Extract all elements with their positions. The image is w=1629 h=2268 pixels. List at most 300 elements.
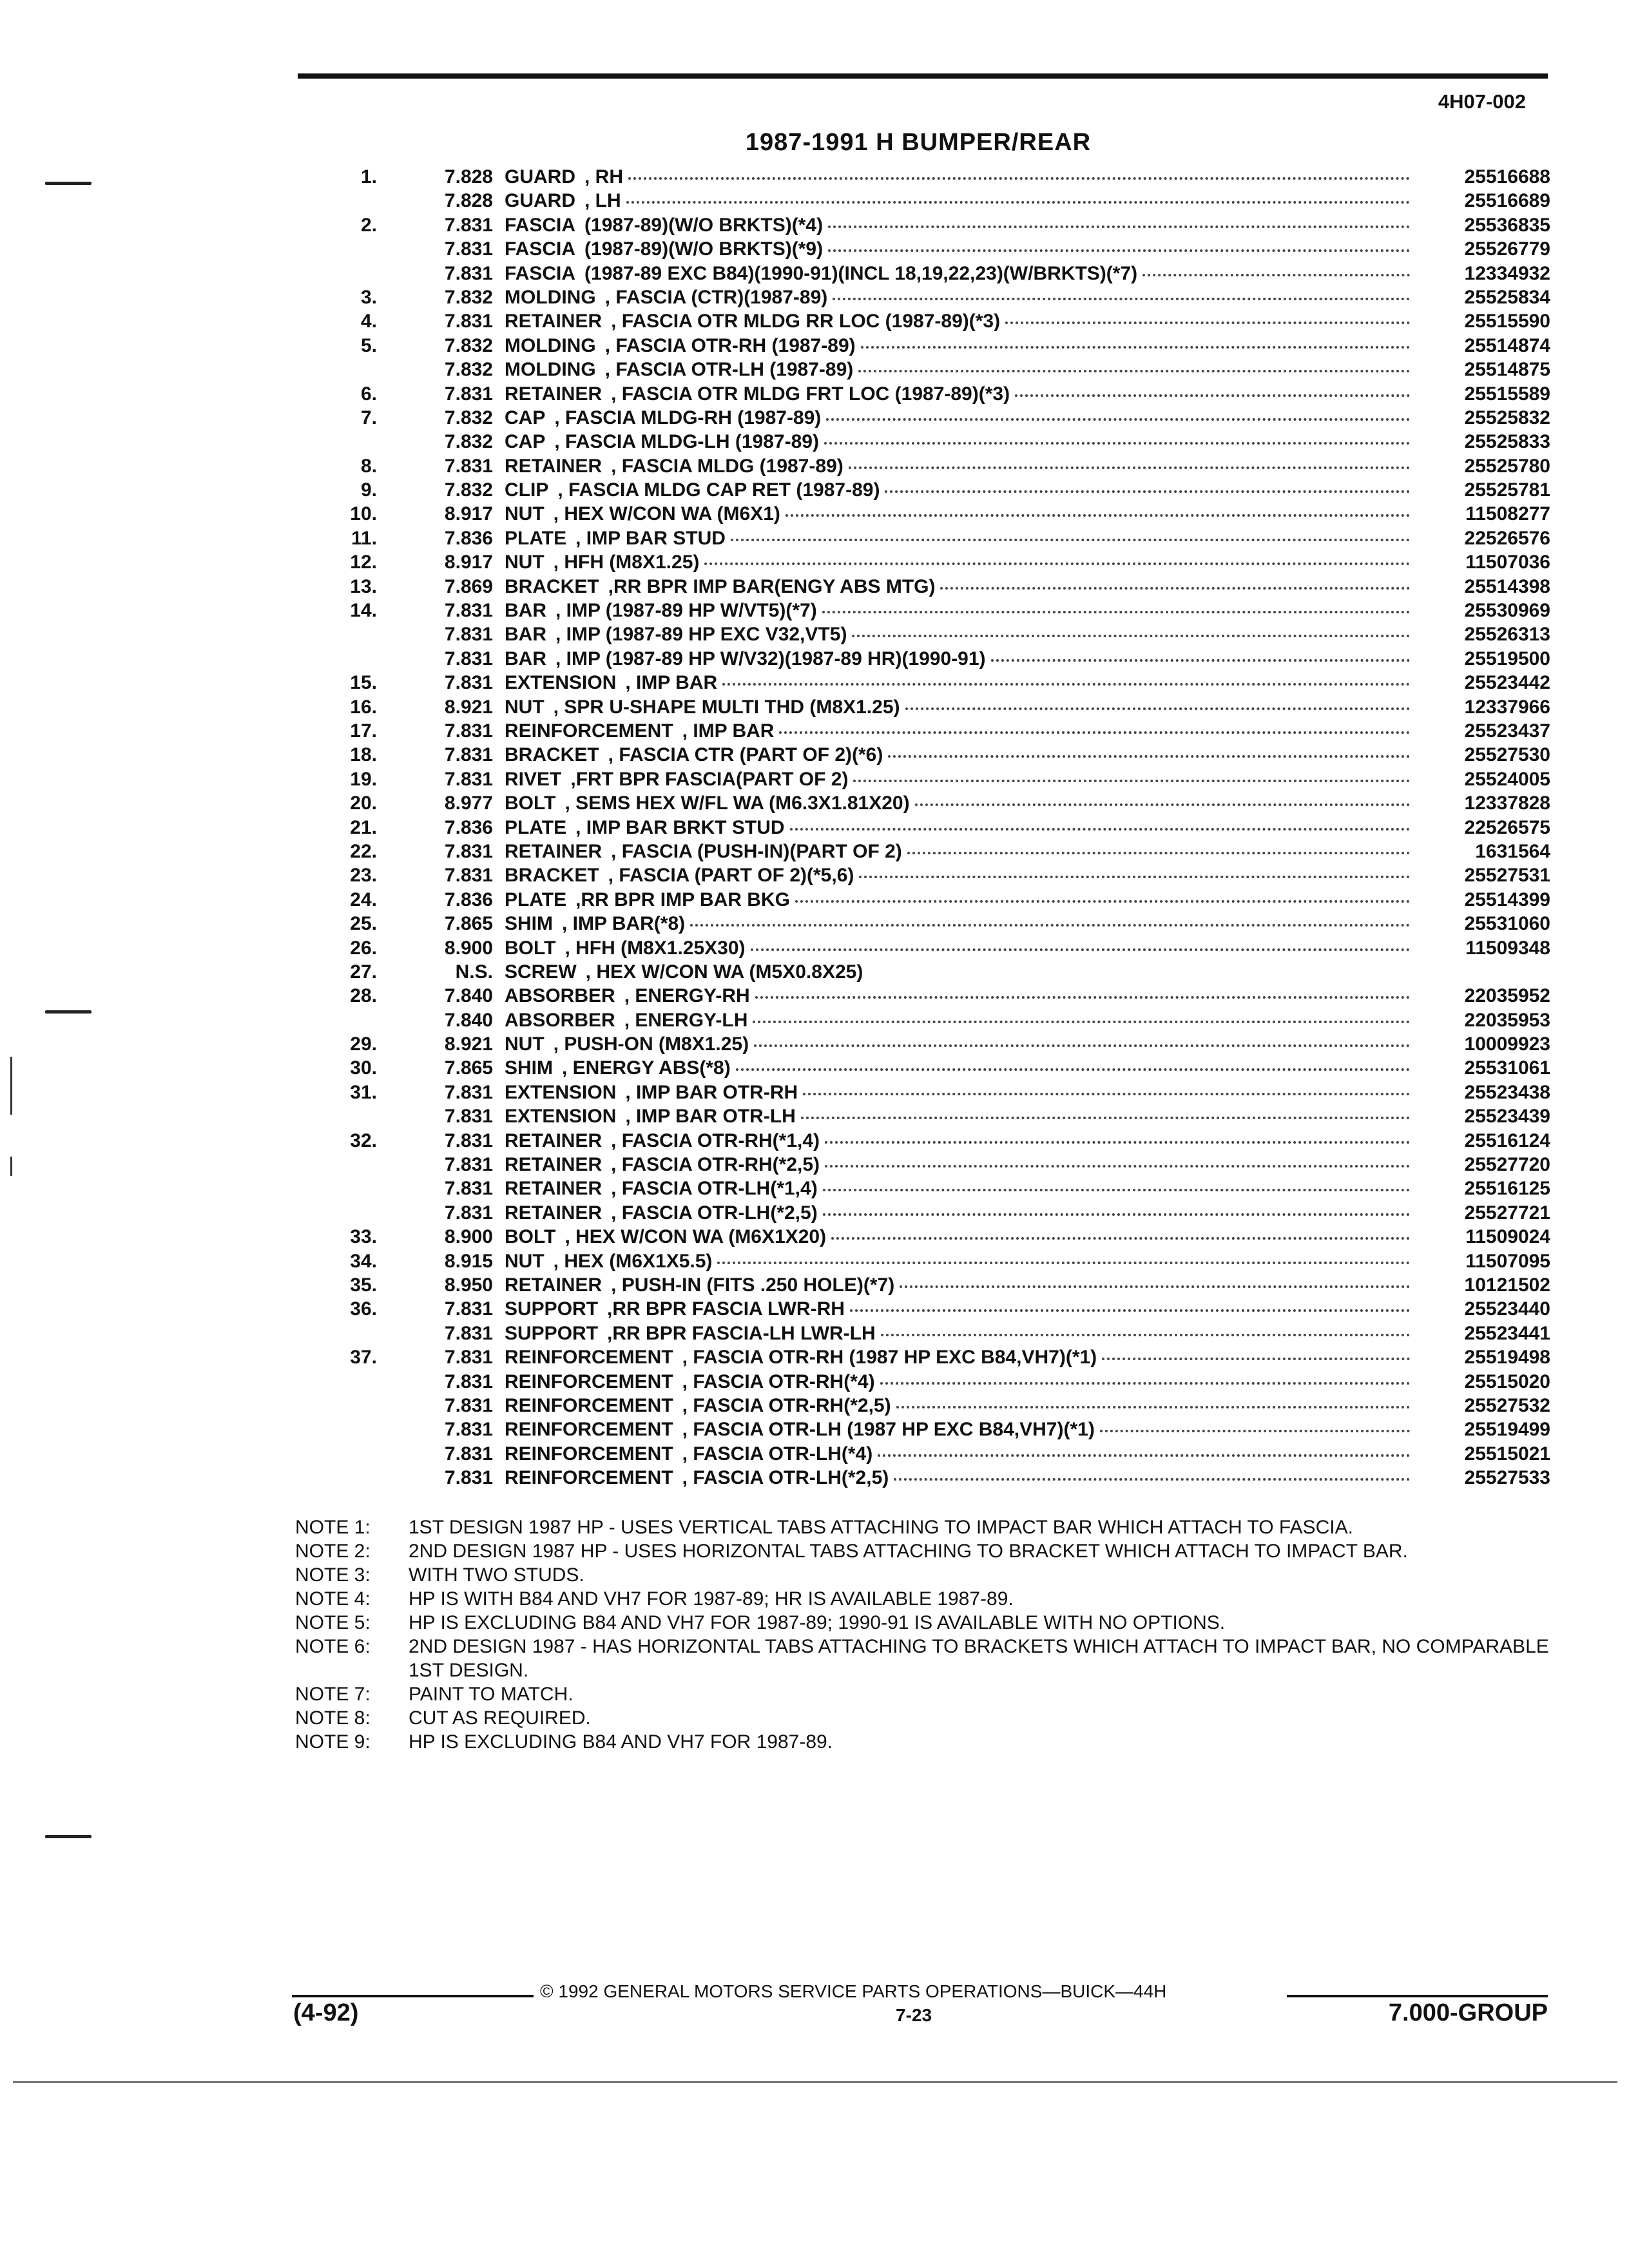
group-number: 7.832 [444, 286, 493, 308]
group-number: 7.831 [444, 840, 493, 862]
part-description [505, 1395, 1415, 1417]
dot-leader [754, 1044, 1410, 1047]
part-description [505, 503, 1415, 525]
top-rule [298, 73, 1548, 79]
part-number: 22035953 [1464, 1009, 1550, 1031]
part-spec: , HEX W/CON WA (M6X1X20) [564, 1226, 827, 1248]
group-number: 7.831 [444, 744, 493, 766]
part-name: BOLT [505, 1226, 556, 1248]
note-text: 2ND DESIGN 1987 - HAS HORIZONTAL TABS ATTACHING TO BRACKETS WHICH ATTACH TO IMPACT BAR, NO COMPARABLE 1ST DESIGN. [409, 1636, 1549, 1681]
page-title: 1987-1991 H BUMPER/REAR [745, 129, 1092, 156]
part-name: EXTENSION [505, 672, 617, 694]
footer-rule-right [1287, 1995, 1548, 1997]
item-number: 22. [350, 840, 377, 862]
part-row [284, 431, 1550, 455]
part-spec: (1987-89)(W/O BRKTS)(*9) [584, 238, 824, 260]
group-number: 7.840 [444, 985, 493, 1007]
part-number: 25523442 [1464, 672, 1550, 694]
part-spec: , IMP BAR STUD [575, 527, 726, 549]
dot-leader [825, 1141, 1410, 1144]
part-row [284, 456, 1550, 479]
part-description [505, 431, 1415, 453]
part-number: 25527530 [1464, 744, 1550, 766]
parts-list [284, 166, 1550, 1491]
part-name: SHIM [505, 913, 553, 935]
note-text: WITH TWO STUDS. [409, 1564, 584, 1586]
part-name: PLATE [505, 816, 567, 838]
part-number: 25515590 [1464, 311, 1550, 332]
part-number: 25519500 [1464, 648, 1550, 669]
dot-leader [824, 442, 1410, 445]
part-spec: , FASCIA OTR-RH(*4) [682, 1370, 875, 1392]
part-description [505, 985, 1415, 1007]
part-description [505, 1443, 1415, 1465]
part-row [284, 720, 1550, 744]
note-text: HP IS EXCLUDING B84 AND VH7 FOR 1987-89; 1990-91 IS AVAILABLE WITH NO OPTIONS. [409, 1612, 1226, 1633]
dot-leader [803, 1093, 1410, 1095]
group-number: 7.840 [444, 1009, 493, 1031]
item-number: 3. [360, 286, 377, 308]
part-spec: , HEX W/CON WA (M6X1) [553, 503, 780, 525]
part-description [505, 166, 1415, 188]
dot-leader [852, 635, 1410, 637]
dot-leader [831, 1237, 1410, 1240]
part-name: GUARD [505, 190, 575, 212]
group-number: 7.831 [444, 455, 493, 477]
note-item [295, 1706, 1552, 1730]
note-label: NOTE 8: [295, 1707, 371, 1729]
group-number: 7.832 [444, 431, 493, 453]
part-number: 25523437 [1464, 720, 1550, 742]
part-name: PLATE [505, 527, 567, 549]
part-row [284, 648, 1550, 672]
item-number: 14. [350, 600, 377, 622]
part-number: 25527532 [1464, 1394, 1550, 1416]
group-number: 7.831 [444, 648, 493, 669]
note-item [295, 1587, 1552, 1611]
group-number: 7.831 [444, 311, 493, 332]
part-description [505, 744, 1415, 766]
group-number: 7.832 [444, 479, 493, 501]
note-item [295, 1515, 1552, 1539]
part-row [284, 1323, 1550, 1347]
part-row [284, 961, 1550, 985]
part-number: 25523438 [1464, 1081, 1550, 1103]
part-number: 25525833 [1464, 431, 1550, 453]
part-description [505, 383, 1415, 405]
part-row [284, 985, 1550, 1009]
item-number: 35. [350, 1274, 377, 1296]
group-number: 7.831 [444, 1081, 493, 1103]
part-name: RETAINER [505, 311, 602, 332]
part-name: RETAINER [505, 1202, 602, 1224]
group-number: 8.900 [444, 937, 493, 959]
part-description [505, 600, 1415, 622]
item-number: 32. [350, 1129, 377, 1151]
item-number: 16. [350, 696, 377, 718]
part-description [505, 576, 1415, 598]
punch-mark [45, 182, 92, 185]
part-spec: , FASCIA OTR-LH(*4) [682, 1443, 873, 1465]
part-description [505, 1057, 1415, 1079]
part-description [505, 1082, 1415, 1104]
part-row [284, 1033, 1550, 1057]
group-number: 8.977 [444, 793, 493, 814]
part-number: 22526576 [1464, 527, 1550, 549]
part-number: 25523441 [1464, 1322, 1550, 1344]
part-number: 25526313 [1464, 624, 1550, 646]
part-name: RIVET [505, 768, 562, 790]
part-number: 10121502 [1464, 1274, 1550, 1296]
note-label: NOTE 1: [295, 1517, 371, 1538]
part-row [284, 889, 1550, 913]
group-number: 7.831 [444, 1322, 493, 1344]
part-name: CLIP [505, 479, 549, 501]
item-number: 4. [360, 311, 377, 332]
group-number: 7.865 [444, 1057, 493, 1079]
part-spec: , FASCIA OTR-RH(*1,4) [611, 1129, 820, 1151]
item-number: 12. [350, 552, 377, 573]
part-description [505, 648, 1415, 670]
part-spec: , IMP BAR OTR-RH [625, 1081, 798, 1103]
dot-leader [751, 948, 1410, 951]
part-spec: , FASCIA OTR-RH (1987 HP EXC B84,VH7)(*1) [682, 1347, 1097, 1369]
part-spec: , IMP BAR BRKT STUD [575, 816, 785, 838]
part-spec: (1987-89)(W/O BRKTS)(*4) [584, 214, 824, 236]
part-number: 22526575 [1464, 816, 1550, 838]
part-number: 12334932 [1464, 262, 1550, 284]
dot-leader [1015, 394, 1410, 397]
dot-leader [888, 755, 1410, 758]
note-label: NOTE 6: [295, 1636, 371, 1657]
part-name: REINFORCEMENT [505, 720, 673, 742]
part-spec: ,FRT BPR FASCIA(PART OF 2) [570, 768, 849, 790]
part-description [505, 1154, 1415, 1176]
part-name: FASCIA [505, 238, 576, 260]
part-description [505, 817, 1415, 839]
group-number: 7.831 [444, 720, 493, 742]
dot-leader [1102, 1358, 1410, 1360]
part-description [505, 624, 1415, 646]
part-spec: , IMP (1987-89 HP W/VT5)(*7) [555, 600, 817, 622]
part-number: 25516125 [1464, 1178, 1550, 1200]
part-name: RETAINER [505, 1129, 602, 1151]
part-row [284, 1467, 1550, 1491]
dot-leader [628, 177, 1410, 180]
item-number: 9. [360, 479, 377, 501]
scan-mark [10, 1157, 12, 1176]
group-number: 8.917 [444, 552, 493, 573]
item-number: 30. [350, 1057, 377, 1079]
part-number: 25519498 [1464, 1347, 1550, 1369]
part-row [284, 1154, 1550, 1178]
dot-leader [823, 1189, 1410, 1191]
dot-leader [861, 346, 1410, 349]
part-number: 11509348 [1465, 937, 1550, 959]
part-number: 25527531 [1464, 865, 1550, 887]
part-name: NUT [505, 1033, 545, 1055]
part-name: BOLT [505, 793, 556, 814]
dot-leader [850, 1309, 1410, 1312]
part-number: 25516689 [1464, 190, 1550, 212]
part-spec: , FASCIA OTR MLDG FRT LOC (1987-89)(*3) [611, 383, 1010, 405]
part-spec: , FASCIA OTR-RH(*2,5) [682, 1394, 891, 1416]
part-row [284, 1298, 1550, 1322]
group-number: 7.831 [444, 1178, 493, 1200]
part-row [284, 238, 1550, 262]
part-row [284, 359, 1550, 383]
part-number: 25525832 [1464, 407, 1550, 428]
part-row [284, 215, 1550, 238]
part-description [505, 1010, 1415, 1032]
dot-leader [626, 201, 1410, 204]
note-text: PAINT TO MATCH. [409, 1684, 574, 1705]
group-number: 7.836 [444, 889, 493, 910]
part-name: NUT [505, 696, 545, 718]
part-row [284, 865, 1550, 889]
dot-leader [704, 562, 1410, 565]
part-number: 25525834 [1464, 286, 1550, 308]
part-spec: ,RR BPR IMP BAR(ENGY ABS MTG) [608, 575, 936, 597]
part-name: REINFORCEMENT [505, 1347, 673, 1369]
dot-leader [858, 370, 1410, 372]
part-name: RETAINER [505, 1154, 602, 1176]
part-row [284, 287, 1550, 311]
group-number: 7.831 [444, 1394, 493, 1416]
part-description [505, 215, 1415, 236]
part-row [284, 576, 1550, 600]
part-description [505, 456, 1415, 477]
part-row [284, 1371, 1550, 1395]
note-label: NOTE 7: [295, 1684, 371, 1705]
group-number: 7.831 [444, 1347, 493, 1369]
part-row [284, 407, 1550, 431]
part-row [284, 817, 1550, 841]
part-number: 10009923 [1464, 1033, 1550, 1055]
part-number: 25514399 [1464, 889, 1550, 910]
part-name: EXTENSION [505, 1106, 617, 1128]
part-name: REINFORCEMENT [505, 1467, 673, 1489]
part-name: BAR [505, 648, 546, 669]
part-spec: , FASCIA OTR-LH(*1,4) [611, 1178, 818, 1200]
part-row [284, 528, 1550, 552]
dot-leader [736, 1068, 1410, 1071]
part-name: REINFORCEMENT [505, 1394, 673, 1416]
part-spec: , ENERGY-LH [624, 1009, 748, 1031]
item-number: 11. [351, 527, 377, 549]
item-number: 17. [350, 720, 377, 742]
part-spec: , HEX W/CON WA (M5X0.8X25) [585, 961, 863, 983]
part-number: 25527533 [1464, 1467, 1550, 1489]
part-description [505, 311, 1415, 332]
part-name: SUPPORT [505, 1298, 599, 1320]
part-name: PLATE [505, 889, 567, 910]
part-spec: , ENERGY-RH [624, 985, 750, 1007]
item-number: 19. [350, 768, 377, 790]
part-spec: , FASCIA OTR-LH (1987-89) [604, 359, 854, 381]
group-number: 7.831 [444, 865, 493, 887]
part-spec: , FASCIA OTR-LH(*2,5) [682, 1467, 889, 1489]
part-spec: , FASCIA CTR (PART OF 2)(*6) [608, 744, 883, 766]
part-number: 25526779 [1464, 238, 1550, 260]
part-name: NUT [505, 552, 545, 573]
note-item [295, 1730, 1552, 1754]
item-number: 25. [350, 913, 377, 935]
group-number: 7.831 [444, 768, 493, 790]
dot-leader [828, 226, 1410, 228]
dot-leader [881, 1334, 1410, 1336]
part-row [284, 1419, 1550, 1443]
part-name: RETAINER [505, 840, 602, 862]
group-number: 7.831 [444, 1129, 493, 1151]
part-row [284, 769, 1550, 793]
part-description [505, 1274, 1415, 1296]
note-text: HP IS WITH B84 AND VH7 FOR 1987-89; HR IS AVAILABLE 1987-89. [409, 1588, 1014, 1610]
dot-leader [1005, 322, 1410, 324]
part-row [284, 697, 1550, 720]
part-description [505, 263, 1415, 285]
part-description [505, 1226, 1415, 1248]
part-spec: , FASCIA OTR-RH(*2,5) [611, 1154, 820, 1176]
part-description [505, 479, 1415, 501]
group-number: 8.950 [444, 1274, 493, 1296]
part-number: 1631564 [1475, 840, 1550, 862]
part-spec: , HEX (M6X1X5.5) [553, 1250, 713, 1272]
part-number: 25536835 [1464, 214, 1550, 236]
part-number: 12337966 [1464, 696, 1550, 718]
part-name: REINFORCEMENT [505, 1419, 673, 1441]
group-number: 7.831 [444, 600, 493, 622]
part-name: BOLT [505, 937, 556, 959]
item-number: 36. [350, 1298, 377, 1320]
part-spec: , SPR U-SHAPE MULTI THD (M8X1.25) [553, 696, 900, 718]
part-name: REINFORCEMENT [505, 1370, 673, 1392]
item-number: 31. [350, 1081, 377, 1103]
group-number: 7.831 [444, 624, 493, 646]
part-spec: ,RR BPR FASCIA LWR-RH [607, 1298, 845, 1320]
dot-leader [801, 1117, 1410, 1119]
part-number: 25525780 [1464, 455, 1550, 477]
dot-leader [826, 418, 1410, 421]
dot-leader [1142, 274, 1410, 276]
item-number: 23. [350, 865, 377, 887]
group-number: 7.831 [444, 238, 493, 260]
part-number: 25524005 [1464, 768, 1550, 790]
part-number: 25527721 [1464, 1202, 1550, 1224]
part-name: BAR [505, 624, 546, 646]
dot-leader [825, 1165, 1410, 1168]
part-name: EXTENSION [505, 1081, 617, 1103]
dot-leader [731, 539, 1410, 541]
copyright-text: © 1992 GENERAL MOTORS SERVICE PARTS OPERATIONS—BUICK—44H [540, 1981, 1167, 2001]
part-spec: , FASCIA (PART OF 2)(*5,6) [608, 865, 854, 887]
scan-mark [10, 1057, 12, 1115]
part-name: CAP [505, 407, 546, 428]
part-number: 25514874 [1464, 334, 1550, 356]
part-description [505, 865, 1415, 887]
part-description [505, 1106, 1415, 1128]
part-spec: , LH [584, 190, 621, 212]
part-name: BAR [505, 600, 546, 622]
part-row [284, 1057, 1550, 1081]
group-number: 7.831 [444, 1106, 493, 1128]
part-description [505, 1130, 1415, 1152]
part-spec: , ENERGY ABS(*8) [562, 1057, 731, 1079]
part-spec: , IMP BAR OTR-LH [625, 1106, 796, 1128]
part-spec: , IMP (1987-89 HP W/V32)(1987-89 HR)(1990-91) [555, 648, 986, 669]
part-row [284, 744, 1550, 768]
part-description [505, 937, 1415, 959]
part-description [505, 1178, 1415, 1200]
part-number: 25527720 [1464, 1154, 1550, 1176]
part-row [284, 166, 1550, 190]
part-spec: , RH [584, 166, 623, 187]
group-number: 8.917 [444, 503, 493, 525]
note-label: NOTE 4: [295, 1588, 371, 1610]
item-number: 15. [350, 672, 377, 694]
part-description [505, 528, 1415, 550]
dot-leader [915, 803, 1410, 806]
part-spec: , PUSH-ON (M8X1.25) [553, 1033, 749, 1055]
group-number: 7.828 [444, 190, 493, 212]
note-text: HP IS EXCLUDING B84 AND VH7 FOR 1987-89. [409, 1731, 833, 1753]
part-description [505, 1298, 1415, 1320]
item-number: 37. [350, 1347, 377, 1369]
item-number: 18. [350, 744, 377, 766]
punch-mark [45, 1010, 92, 1014]
part-row [284, 672, 1550, 696]
group-number: 7.831 [444, 1443, 493, 1465]
group-number: 7.836 [444, 816, 493, 838]
part-number: 11509024 [1465, 1226, 1550, 1248]
part-name: ABSORBER [505, 1009, 615, 1031]
group-number: 7.831 [444, 1467, 493, 1489]
part-name: RETAINER [505, 383, 602, 405]
part-name: BRACKET [505, 744, 599, 766]
note-item [295, 1539, 1552, 1563]
item-number: 26. [350, 937, 377, 959]
part-number: 25531061 [1464, 1057, 1550, 1079]
part-name: BRACKET [505, 865, 599, 887]
part-spec: , HFH (M8X1.25X30) [564, 937, 746, 959]
part-number: 25514875 [1464, 359, 1550, 381]
part-spec: , FASCIA MLDG CAP RET (1987-89) [557, 479, 880, 501]
part-description [505, 793, 1415, 814]
part-spec: (1987-89 EXC B84)(1990-91)(INCL 18,19,22,23)(W/BRKTS)(*7) [584, 262, 1138, 284]
part-spec: , FASCIA (CTR)(1987-89) [604, 286, 828, 308]
part-description [505, 1467, 1415, 1489]
group-number: 7.831 [444, 214, 493, 236]
part-spec: , FASCIA OTR MLDG RR LOC (1987-89)(*3) [611, 311, 1001, 332]
part-row [284, 1226, 1550, 1250]
part-number: 25516688 [1464, 166, 1550, 187]
group-number: 7.831 [444, 1370, 493, 1392]
part-row [284, 1178, 1550, 1202]
group-number: 7.831 [444, 1202, 493, 1224]
part-number: 25531060 [1464, 913, 1550, 935]
part-number: 11507095 [1465, 1250, 1550, 1272]
part-row [284, 335, 1550, 359]
part-row [284, 503, 1550, 527]
note-label: NOTE 2: [295, 1541, 371, 1562]
group-number: 7.832 [444, 334, 493, 356]
part-spec: , FASCIA OTR-LH (1987 HP EXC B84,VH7)(*1) [682, 1419, 1095, 1441]
group-number: 7.865 [444, 913, 493, 935]
note-label: NOTE 9: [295, 1731, 371, 1753]
part-name: NUT [505, 1250, 545, 1272]
part-spec: , FASCIA MLDG-LH (1987-89) [554, 431, 819, 453]
part-spec: , PUSH-IN (FITS .250 HOLE)(*7) [611, 1274, 895, 1296]
